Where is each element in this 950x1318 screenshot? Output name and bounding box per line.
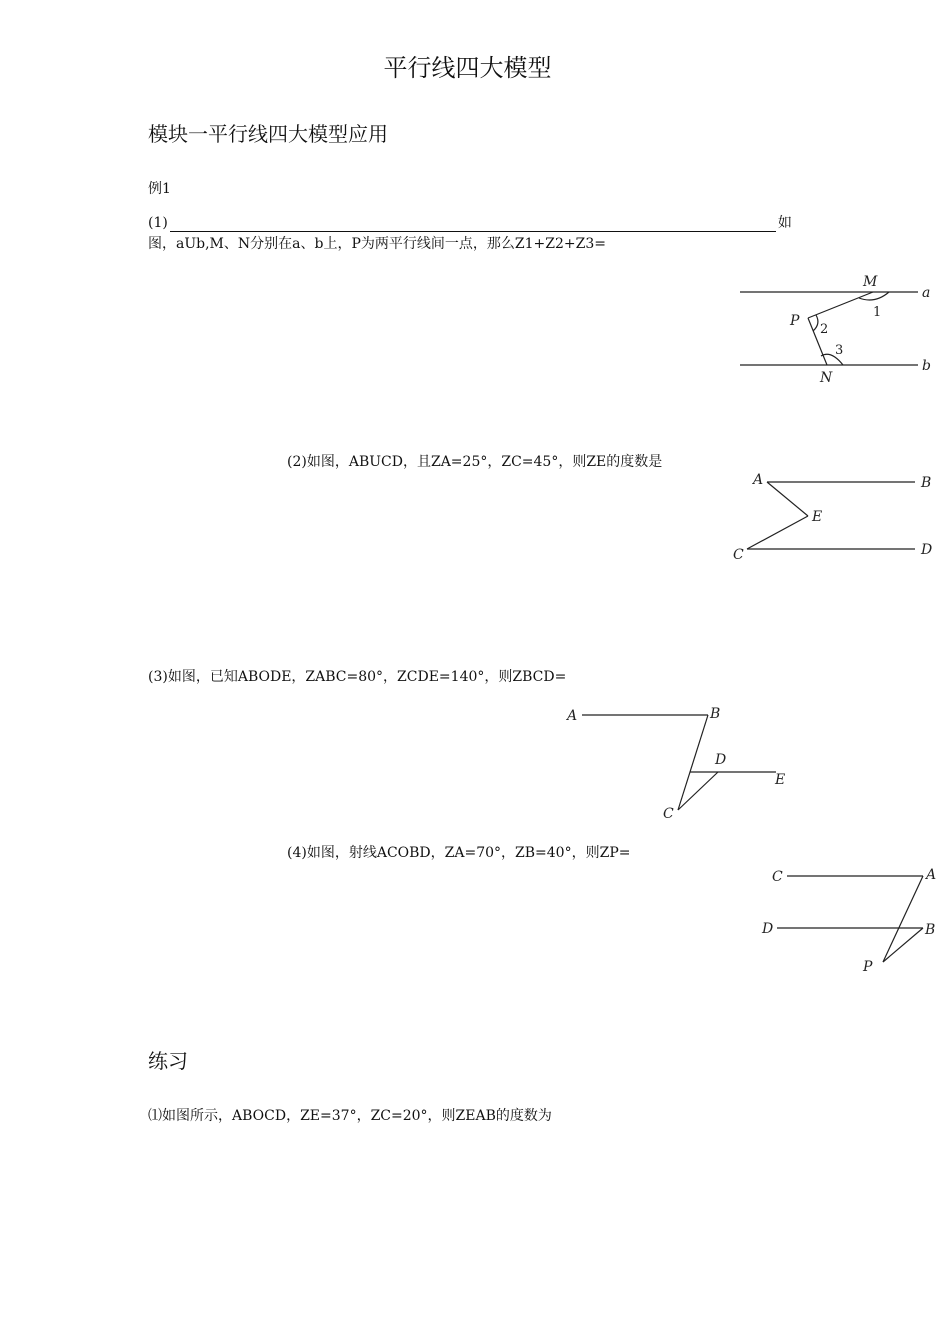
label-1: 1 [873,305,882,320]
figure-q4 [755,860,945,980]
label-d: D [715,752,727,768]
practice-heading: 练习 [148,1049,188,1073]
label-c: C [772,869,783,885]
segment-ae [767,482,808,516]
q2-text: (2)如图，ABUCD，且ZA=25°，ZC=45°，则ZE的度数是 [287,454,663,470]
label-a: A [753,472,764,488]
label-b: B [925,922,936,938]
label-b: B [921,475,932,491]
label-3: 3 [835,343,844,358]
label-n: N [820,370,833,386]
segment-ap [883,876,923,962]
label-e: E [812,509,823,525]
q1-tail: 如 [777,215,792,231]
label-2: 2 [820,322,829,337]
label-c: C [733,547,744,563]
label-a: A [926,867,937,883]
label-b: B [710,706,721,722]
angle-2-arc [813,315,818,331]
figure-q2 [725,468,940,568]
label-b: b [922,358,931,374]
q1-answer-blank[interactable] [170,217,776,232]
label-e: E [775,772,786,788]
label-m: M [863,274,878,290]
q4-text: (4)如图，射线ACOBD，ZA=70°，ZB=40°，则ZP= [287,845,631,861]
practice-1-text: ⑴如图所示，ABOCD，ZE=37°，ZC=20°，则ZEAB的度数为 [148,1108,552,1124]
q1-text: 图，aUb,M、N分别在a、b上，P为两平行线间一点，那么Z1+Z2+Z3= [148,236,606,252]
label-c: C [663,806,674,822]
label-d: D [921,542,933,558]
label-d: D [762,921,774,937]
label-a: a [922,285,931,301]
q3-text: (3)如图，已知ABODE，ZABC=80°，ZCDE=140°，则ZBCD= [148,669,567,685]
label-a: A [567,708,578,724]
figure-q1 [735,270,935,395]
q1-number: (1) [148,215,168,231]
label-p: P [790,313,800,329]
module-heading: 模块一平行线四大模型应用 [148,122,388,146]
segment-pm [808,292,873,318]
figure-q3 [560,700,800,825]
page-title: 平行线四大模型 [383,54,552,82]
segment-ec [747,516,808,549]
example-label: 例1 [148,181,171,197]
label-p: P [863,959,873,975]
segment-bp [883,928,923,962]
q1-first-line [148,212,792,232]
